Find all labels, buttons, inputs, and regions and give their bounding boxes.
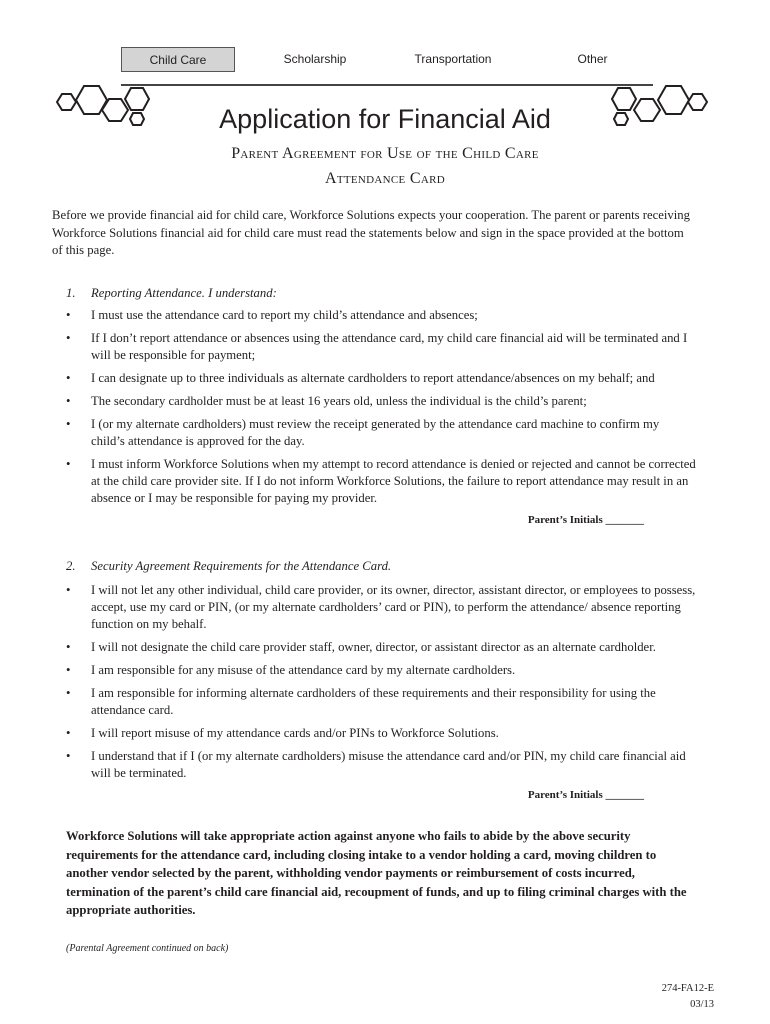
parents-initials-field-2[interactable]: Parent’s Initials _______	[527, 789, 644, 801]
intro-paragraph: Before we provide financial aid for child care, Workforce Solutions expects your cooperation. The parent or parents receiving Workforce Solutions financial aid for child care must read the statements below and sign in the space provided at the bottom of this page.	[52, 208, 690, 258]
section-1-number: 1.	[66, 286, 76, 300]
parents-initials-field-1[interactable]: Parent’s Initials _______	[527, 514, 644, 526]
list-item: • I will not designate the child care provider staff, owner, director, or assistant director as an alternate cardholder.	[66, 639, 696, 656]
section-1-list	[66, 307, 696, 513]
header-divider	[121, 84, 653, 86]
list-item: • If I don’t report attendance or absences using the attendance card, my child care financial aid will be terminated and I will be responsible for payment;	[66, 330, 696, 364]
subtitle-line-2: Attendance Card	[325, 170, 445, 187]
warning-paragraph: Workforce Solutions will take appropriate action against anyone who fails to abide by the above security requirements for the attendance card, including closing intake to a vendor holding a card, moving children to another vendor selected by the parent, withholding vendor payments or reimbursement of costs incurred, termination of the parent’s child care financial aid, recoupment of funds, and up to filing criminal charges with the appropriate authorities.	[66, 829, 687, 917]
section-2-heading	[66, 559, 391, 574]
section-2-number: 2.	[66, 559, 76, 573]
tab-transportation[interactable]: Transportation	[414, 52, 492, 66]
list-item: • I can designate up to three individuals as alternate cardholders to report attendance/absences on my behalf; and	[66, 370, 696, 387]
continued-note: (Parental Agreement continued on back)	[66, 943, 229, 954]
page-title: Application for Financial Aid	[219, 104, 551, 134]
form-date: 03/13	[690, 999, 714, 1010]
list-item: • I am responsible for informing alternate cardholders of these requirements and their responsibility for using the attendance card.	[66, 685, 696, 719]
list-item: • I will not let any other individual, child care provider, or its owner, director, assistant director, or employees to possess, accept, use my card or PIN, (or my alternate cardholders’ card or PIN), to perform the attendance/ absence reporting function on my behalf.	[66, 582, 696, 633]
list-item: • I must use the attendance card to report my child’s attendance and absences;	[66, 307, 696, 324]
section-1-heading	[66, 286, 277, 301]
form-code: 274-FA12-E	[661, 983, 714, 994]
subtitle-line-1: Parent Agreement for Use of the Child Care	[231, 145, 539, 162]
list-item: • I (or my alternate cardholders) must review the receipt generated by the attendance card machine to confirm my child’s attendance is approved for the day.	[66, 416, 696, 450]
section-2-list	[66, 582, 696, 788]
list-item: • The secondary cardholder must be at least 16 years old, unless the individual is the child’s parent;	[66, 393, 696, 410]
tab-scholarship[interactable]: Scholarship	[283, 52, 347, 66]
section-2-title: Security Agreement Requirements for the Attendance Card.	[91, 559, 392, 573]
tab-other[interactable]: Other	[577, 52, 608, 66]
section-1-title: Reporting Attendance. I understand:	[91, 286, 277, 300]
list-item: • I am responsible for any misuse of the attendance card by my alternate cardholders.	[66, 662, 696, 679]
list-item: • I understand that if I (or my alternate cardholders) misuse the attendance card and/or PIN, my child care financial aid will be terminated.	[66, 748, 696, 782]
list-item: • I must inform Workforce Solutions when my attempt to record attendance is denied or rejected and cannot be corrected at the child care provider site. If I do not inform Workforce Solutions, the failure to report attendance may result in an absence or I may be responsible for paying my provider.	[66, 456, 696, 507]
list-item: • I will report misuse of my attendance cards and/or PINs to Workforce Solutions.	[66, 725, 696, 742]
tab-child-care[interactable]: Child Care	[121, 47, 235, 72]
